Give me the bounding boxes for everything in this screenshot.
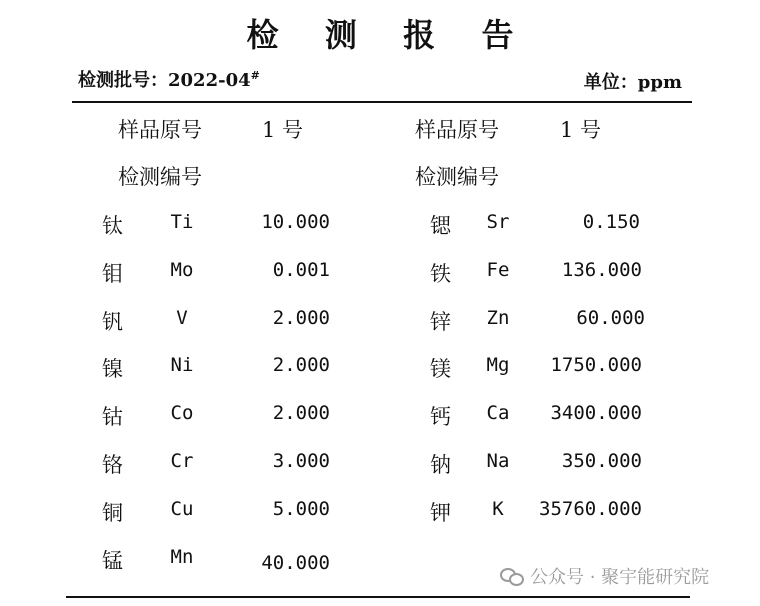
element-name: 镍 <box>102 357 123 381</box>
element-value: 5.000 <box>272 498 330 520</box>
watermark-text: 公众号 · 聚宇能研究院 <box>530 567 710 588</box>
element-name: 钼 <box>102 262 123 286</box>
element-value: 136.000 <box>561 259 642 281</box>
element-symbol: Cu <box>170 498 194 520</box>
element-value: 0.001 <box>272 259 330 281</box>
element-symbol: K <box>492 498 504 520</box>
element-name: 钴 <box>102 405 123 429</box>
element-value: 350.000 <box>561 450 642 472</box>
element-name: 铜 <box>102 501 123 525</box>
element-value: 35760.000 <box>539 498 642 520</box>
element-name: 钛 <box>102 214 123 238</box>
sample-origin-value-left: 1 号 <box>262 118 304 142</box>
element-symbol: Mo <box>170 259 194 281</box>
watermark <box>500 563 709 589</box>
element-value: 2.000 <box>272 354 330 376</box>
element-value: 0.150 <box>582 211 640 233</box>
element-symbol: V <box>176 307 188 329</box>
sample-code-label-left: 检测编号 <box>118 165 202 189</box>
batch-mark: # <box>250 69 260 82</box>
sample-origin-label-right: 样品原号 <box>415 118 499 142</box>
element-name: 钠 <box>430 453 451 477</box>
element-value: 10.000 <box>261 211 330 233</box>
report-title: 检 测 报 告 <box>246 16 532 54</box>
element-name: 铁 <box>430 262 451 286</box>
element-symbol: Fe <box>486 259 510 281</box>
element-name: 锌 <box>430 310 451 334</box>
element-value: 3400.000 <box>550 402 642 424</box>
element-name: 钾 <box>430 501 451 525</box>
unit <box>584 68 682 94</box>
unit-label: 单位： <box>583 72 638 93</box>
element-symbol: Co <box>170 402 194 424</box>
sample-origin-label-left: 样品原号 <box>118 118 202 142</box>
element-value: 60.000 <box>576 307 645 329</box>
element-symbol: Cr <box>170 450 194 472</box>
element-value: 1750.000 <box>550 354 642 376</box>
element-symbol: Ca <box>486 402 510 424</box>
sample-origin-value-right: 1 号 <box>560 118 602 142</box>
element-name: 铬 <box>102 453 123 477</box>
batch-number <box>78 66 260 92</box>
header-divider <box>72 101 692 103</box>
element-symbol: Na <box>486 450 510 472</box>
element-value: 3.000 <box>272 450 330 472</box>
element-value: 2.000 <box>272 307 330 329</box>
element-symbol: Zn <box>486 307 510 329</box>
footer-divider <box>66 596 690 598</box>
element-symbol: Mg <box>486 354 510 376</box>
sample-code-label-right: 检测编号 <box>415 165 499 189</box>
unit-value: ppm <box>637 72 682 93</box>
element-value: 40.000 <box>261 552 330 574</box>
element-value: 2.000 <box>272 402 330 424</box>
element-name: 锰 <box>102 549 123 573</box>
element-symbol: Sr <box>486 211 510 233</box>
element-name: 钒 <box>102 310 123 334</box>
element-name: 镁 <box>430 357 451 381</box>
wechat-icon <box>500 566 524 586</box>
element-symbol: Ni <box>170 354 194 376</box>
element-symbol: Mn <box>170 546 194 568</box>
element-name: 锶 <box>430 214 451 238</box>
element-name: 钙 <box>430 405 451 429</box>
batch-value: 2022-04 <box>168 70 251 91</box>
batch-label: 检测批号： <box>78 70 168 91</box>
element-symbol: Ti <box>170 211 194 233</box>
